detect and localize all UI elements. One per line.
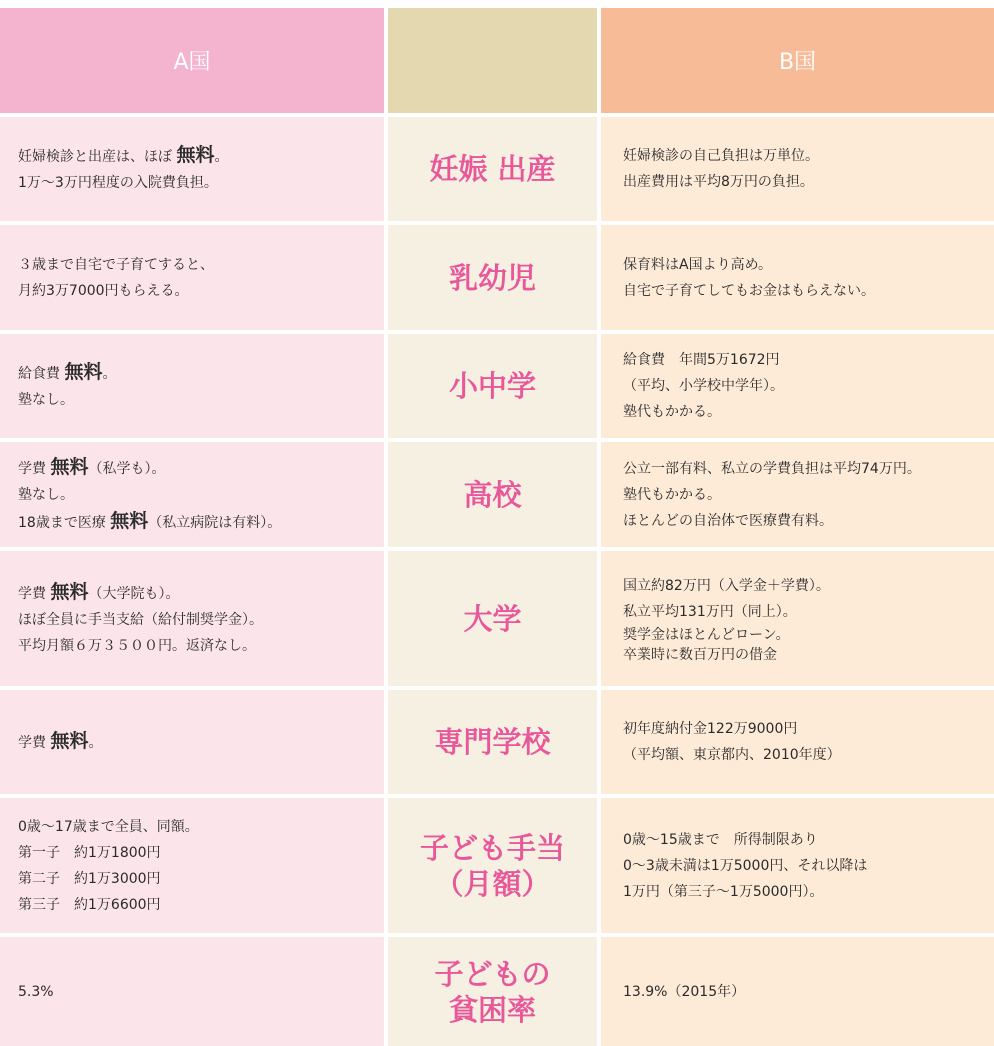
country-a-cell — [0, 937, 384, 1046]
country-a-line — [18, 633, 376, 659]
country-a-line — [18, 142, 376, 170]
text-segment: 5.3% — [18, 983, 54, 1000]
emphasis-free: 無料 — [50, 580, 89, 603]
country-b-cell — [601, 690, 994, 794]
country-b-line: 国立約82万円（入学金＋学費）。 — [623, 577, 830, 594]
header-b-label: B国 — [778, 50, 817, 75]
country-b-line: 保育料はA国より高め。 — [623, 256, 773, 273]
country-a-line — [18, 579, 376, 607]
emphasis-free: 無料 — [64, 361, 103, 383]
text-segment: 第三子 約1万6600円 — [18, 896, 161, 913]
country-b-line: 公立一部有料、私立の学費負担は平均74万円。 — [623, 460, 921, 477]
category-label: 大学 — [463, 601, 522, 636]
country-a-line — [18, 892, 376, 918]
country-a-line — [18, 866, 376, 892]
country-a-cell — [0, 798, 384, 933]
category-label: 専門学校 — [434, 725, 551, 759]
category-label: 子どもの — [434, 956, 551, 991]
country-b-line: 妊婦検診の自己負担は万単位。 — [623, 148, 819, 164]
text-segment: 塾なし。 — [18, 486, 74, 503]
country-a-line — [18, 840, 376, 866]
text-segment: 。 — [88, 735, 103, 751]
text-segment: 塾なし。 — [18, 392, 74, 408]
country-b-cell — [601, 551, 994, 686]
country-b-line: 初年度納付金122万9000円 — [623, 721, 798, 737]
country-b-line: 自宅で子育てしてもお金はもらえない。 — [623, 282, 875, 299]
text-segment: 18歳まで医療 — [18, 514, 111, 531]
text-segment: 妊婦検診と出産は、ほぼ — [18, 149, 177, 165]
country-a-line — [18, 252, 376, 278]
text-segment: 平均月額６万３５００円。返済なし。 — [18, 637, 256, 654]
text-segment: ほぼ全員に手当支給（給付制奨学金）。 — [18, 611, 263, 628]
text-segment: 第一子 約1万1800円 — [18, 844, 161, 861]
country-a-line — [18, 979, 376, 1005]
text-segment: 学費 — [18, 585, 51, 602]
country-b-cell — [601, 225, 994, 330]
text-segment: 。 — [214, 149, 229, 165]
country-a-line — [18, 728, 376, 756]
category-label: 妊娠 出産 — [429, 152, 556, 186]
category-label: 子ども手当 — [419, 830, 565, 865]
emphasis-free: 無料 — [50, 455, 89, 478]
country-b-cell — [601, 334, 994, 438]
text-segment: 。 — [102, 366, 117, 382]
country-b-cell — [601, 117, 994, 221]
country-a-line — [18, 454, 376, 482]
country-b-line: 1万円（第三子～1万5000円）。 — [623, 883, 824, 900]
category-label: 小中学 — [448, 369, 536, 403]
country-b-line: 出産費用は平均8万円の負担。 — [623, 174, 814, 190]
text-segment: 学費 — [18, 460, 51, 477]
country-b-cell — [601, 937, 994, 1046]
category-cell — [388, 551, 597, 686]
country-b-line: 給食費 年間5万1672円 — [623, 352, 780, 368]
text-segment: 月約3万7000円もらえる。 — [18, 282, 189, 299]
country-b-line: 私立平均131万円（同上）。 — [623, 603, 797, 620]
country-a-cell — [0, 117, 384, 221]
country-a-line — [18, 482, 376, 508]
country-a-line — [18, 508, 376, 536]
country-b-line: （平均、小学校中学年）。 — [623, 378, 784, 394]
country-b-line: 塾代もかかる。 — [623, 404, 721, 420]
country-a-cell — [0, 225, 384, 330]
header-country-a — [0, 8, 384, 113]
category-cell — [388, 690, 597, 794]
category-cell — [388, 937, 597, 1046]
category-label: （月額） — [434, 866, 551, 901]
text-segment: 0歳～17歳まで全員、同額。 — [18, 818, 199, 835]
country-b-cell — [601, 798, 994, 933]
country-b-line: 0～3歳未満は1万5000円、それ以降は — [623, 857, 868, 874]
text-segment: 第二子 約1万3000円 — [18, 870, 161, 887]
text-segment: ３歳まで自宅で子育てすると、 — [18, 256, 214, 273]
emphasis-free: 無料 — [176, 144, 215, 166]
text-segment: 学費 — [18, 735, 51, 751]
text-segment: （私立病院は有料）。 — [148, 514, 282, 531]
category-label: 乳幼児 — [448, 260, 536, 295]
category-label: 高校 — [463, 477, 522, 512]
header-country-b — [601, 8, 994, 113]
country-a-cell — [0, 690, 384, 794]
category-cell — [388, 442, 597, 547]
emphasis-free: 無料 — [50, 730, 89, 752]
country-a-cell — [0, 551, 384, 686]
country-b-line: （平均額、東京都内、2010年度） — [623, 747, 841, 763]
country-a-line — [18, 387, 376, 413]
category-cell — [388, 334, 597, 438]
country-b-line: 塾代もかかる。 — [623, 486, 721, 503]
category-label: 貧困率 — [448, 992, 536, 1027]
text-segment: 給食費 — [18, 366, 65, 382]
country-a-line — [18, 814, 376, 840]
category-cell — [388, 225, 597, 330]
country-a-line — [18, 278, 376, 304]
text-segment: （私学も）。 — [88, 460, 166, 477]
text-segment: （大学院も）。 — [88, 585, 180, 602]
country-a-line — [18, 607, 376, 633]
country-b-line: 卒業時に数百万円の借金 — [623, 646, 777, 663]
country-a-cell — [0, 334, 384, 438]
country-b-line: 奨学金はほとんどローン。 — [623, 626, 790, 643]
category-cell — [388, 798, 597, 933]
country-b-line: 0歳～15歳まで 所得制限あり — [623, 831, 818, 848]
country-a-cell — [0, 442, 384, 547]
country-b-line: ほとんどの自治体で医療費有料。 — [623, 512, 833, 529]
emphasis-free: 無料 — [110, 509, 149, 532]
header-a-label: A国 — [173, 50, 211, 75]
text-segment: 1万～3万円程度の入院費負担。 — [18, 175, 218, 191]
country-a-line — [18, 359, 376, 387]
country-b-line: 13.9%（2015年） — [623, 983, 746, 1000]
category-cell — [388, 117, 597, 221]
country-a-line — [18, 170, 376, 196]
country-b-cell — [601, 442, 994, 547]
header-category — [388, 8, 597, 113]
